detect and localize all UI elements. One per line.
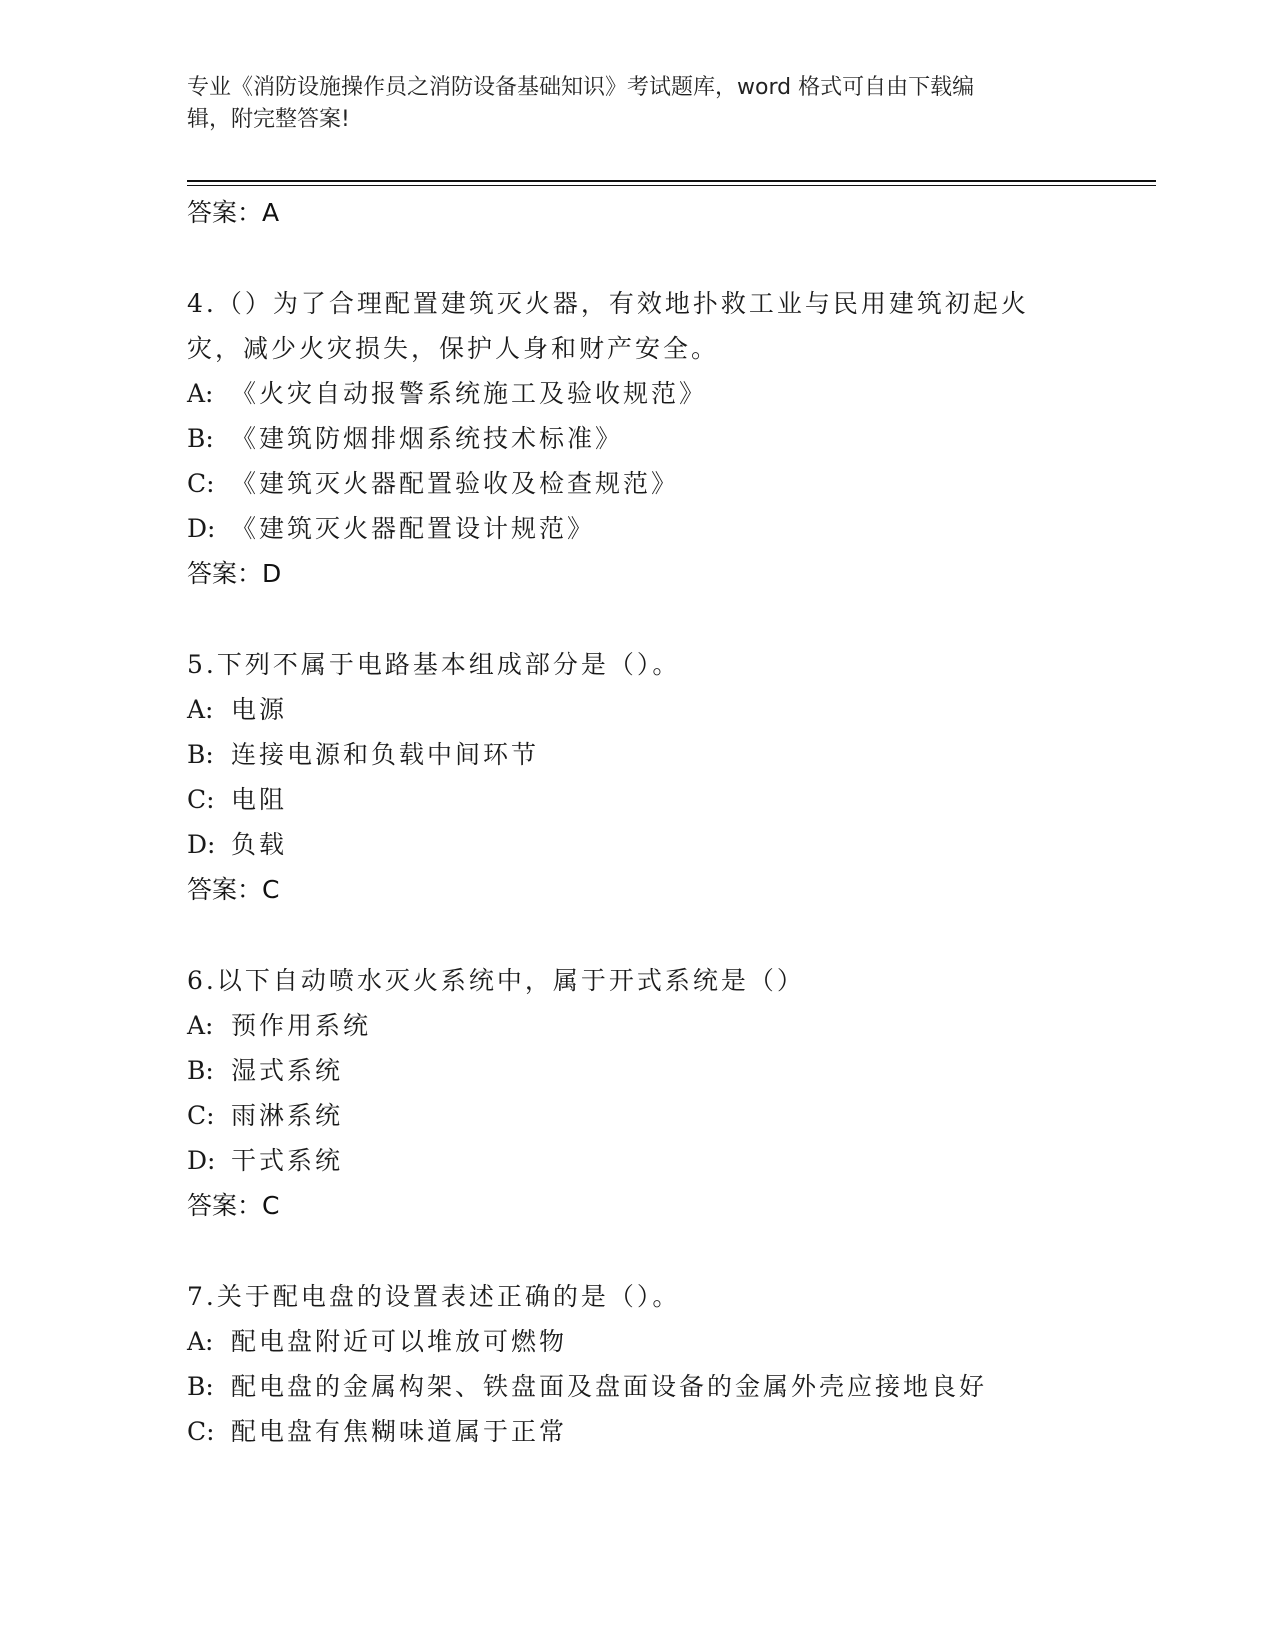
option-text: 配电盘有焦糊味道属于正常: [231, 1417, 568, 1446]
question-text: [187, 1274, 1156, 1319]
option-text: 《建筑灭火器配置设计规范》: [231, 514, 596, 543]
option-key: D:: [187, 514, 216, 543]
option-key: B:: [187, 424, 214, 453]
header-divider-thin: [187, 185, 1156, 186]
question-text-line: 灾，减少火灾损失，保护人身和财产安全。: [187, 334, 720, 363]
question-text: [187, 642, 1156, 687]
header-divider-thick: [187, 180, 1156, 182]
option-text: 电阻: [231, 785, 288, 814]
question-block: [187, 642, 1156, 912]
option-key: C:: [187, 1417, 215, 1446]
option-text: 干式系统: [231, 1146, 344, 1175]
option-key: D:: [187, 830, 216, 859]
option-key: C:: [187, 785, 215, 814]
header-line-2: 辑，附完整答案!: [187, 107, 350, 132]
option-d: [187, 1138, 1156, 1183]
option-a: [187, 371, 1156, 416]
option-c: [187, 1409, 1156, 1454]
option-text: 雨淋系统: [231, 1101, 344, 1130]
option-text: 《建筑防烟排烟系统技术标准》: [231, 424, 624, 453]
option-b: [187, 416, 1156, 461]
option-c: [187, 1093, 1156, 1138]
option-key: B:: [187, 1056, 214, 1085]
answer-line: 答案：C: [187, 875, 280, 904]
answer-line: 答案：D: [187, 559, 282, 588]
option-b: [187, 732, 1156, 777]
option-key: A:: [187, 1011, 214, 1040]
option-text: 电源: [231, 695, 288, 724]
option-key: C:: [187, 469, 215, 498]
option-text: 配电盘附近可以堆放可燃物: [231, 1327, 568, 1356]
document-body: [187, 190, 1156, 1454]
option-a: [187, 687, 1156, 732]
question-text-line: 4.（）为了合理配置建筑灭火器，有效地扑救工业与民用建筑初起火: [187, 289, 1029, 318]
document-header: [187, 72, 1087, 136]
option-c: [187, 461, 1156, 506]
answer-line: 答案：A: [187, 198, 280, 227]
option-text: 配电盘的金属构架、铁盘面及盘面设备的金属外壳应接地良好: [231, 1372, 988, 1401]
option-text: 负载: [231, 830, 288, 859]
option-key: B:: [187, 1372, 214, 1401]
question-block: [187, 1274, 1156, 1454]
option-d: [187, 822, 1156, 867]
option-b: [187, 1364, 1156, 1409]
option-c: [187, 777, 1156, 822]
option-a: [187, 1003, 1156, 1048]
option-key: A:: [187, 1327, 214, 1356]
option-key: D:: [187, 1146, 216, 1175]
option-text: 预作用系统: [231, 1011, 372, 1040]
option-key: A:: [187, 379, 214, 408]
option-b: [187, 1048, 1156, 1093]
option-d: [187, 506, 1156, 551]
question-text: [187, 281, 1156, 371]
header-line-1: 专业《消防设施操作员之消防设备基础知识》考试题库，word 格式可自由下载编: [187, 75, 975, 100]
answer-line: 答案：C: [187, 1191, 280, 1220]
question-text: [187, 958, 1156, 1003]
question-text-line: 7.关于配电盘的设置表述正确的是（）。: [187, 1282, 681, 1311]
question-block: [187, 281, 1156, 596]
option-text: 湿式系统: [231, 1056, 344, 1085]
option-key: C:: [187, 1101, 215, 1130]
option-key: B:: [187, 740, 214, 769]
option-text: 《建筑灭火器配置验收及检查规范》: [231, 469, 680, 498]
question-block: [187, 958, 1156, 1228]
option-key: A:: [187, 695, 214, 724]
option-text: 连接电源和负载中间环节: [231, 740, 540, 769]
option-text: 《火灾自动报警系统施工及验收规范》: [231, 379, 708, 408]
question-text-line: 5.下列不属于电路基本组成部分是（）。: [187, 650, 681, 679]
question-text-line: 6.以下自动喷水灭火系统中，属于开式系统是（）: [187, 966, 805, 995]
option-a: [187, 1319, 1156, 1364]
